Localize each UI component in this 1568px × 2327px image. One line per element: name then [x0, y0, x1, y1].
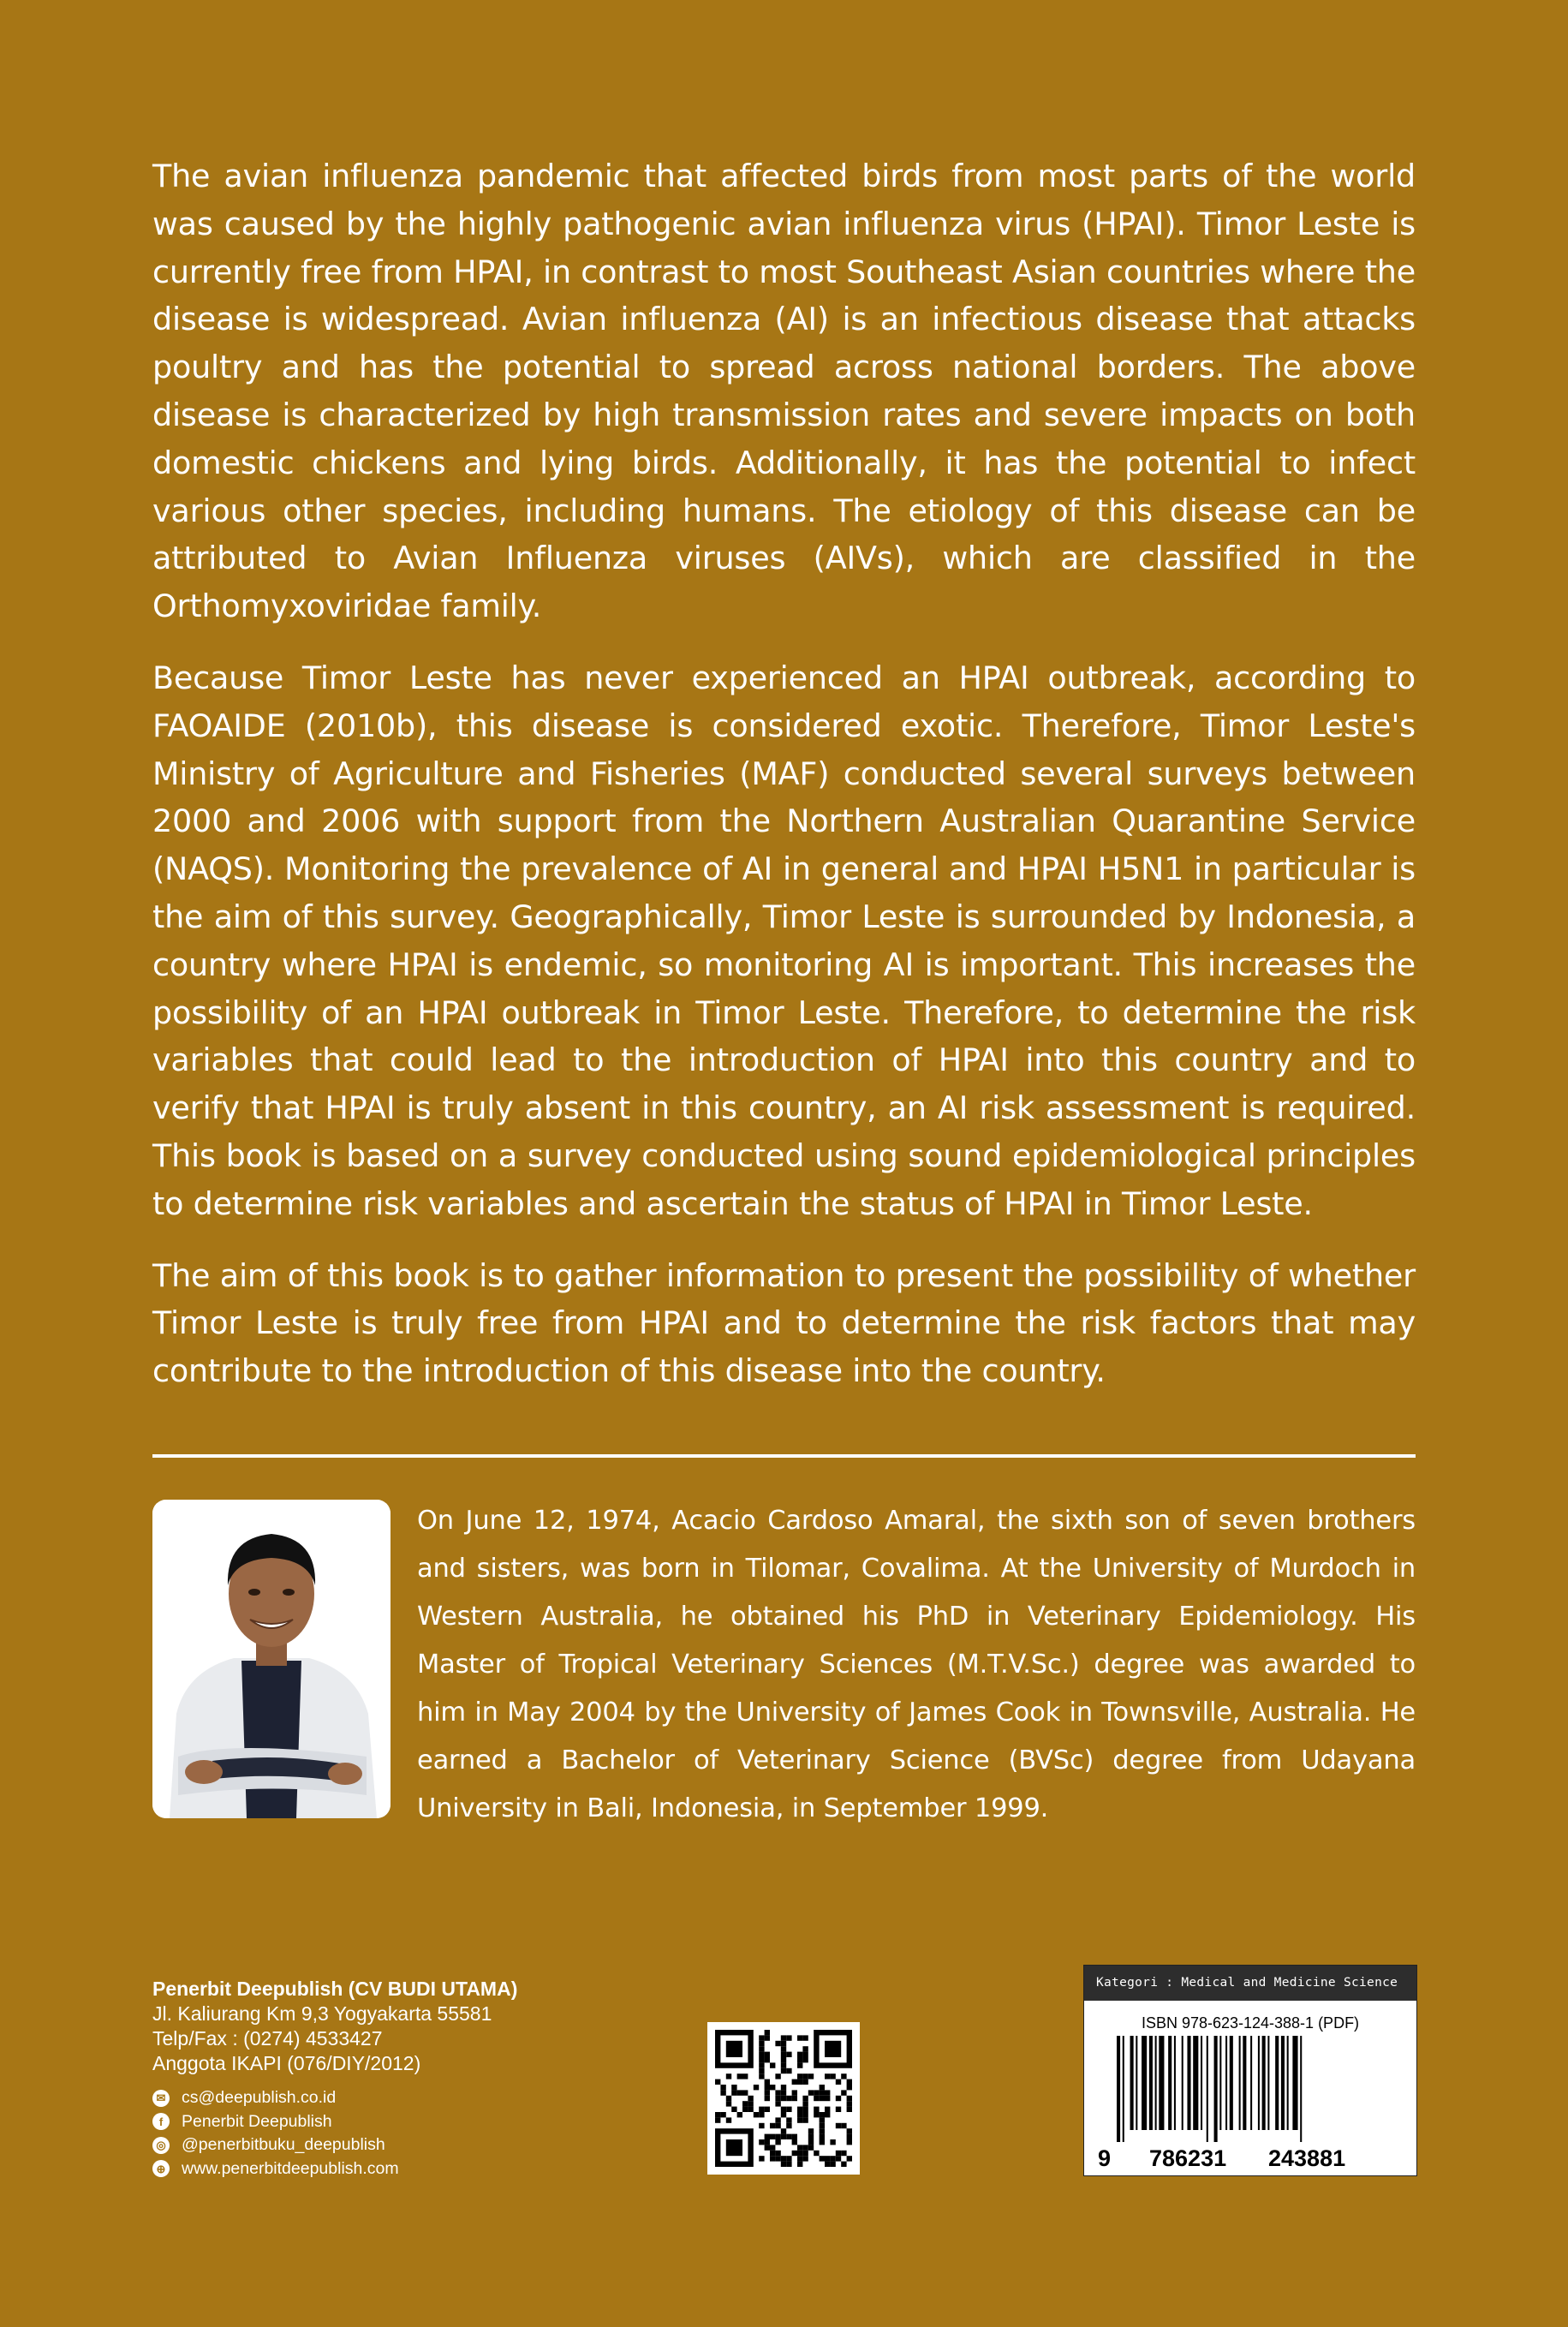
- publisher-membership: Anggota IKAPI (076/DIY/2012): [152, 2052, 421, 2074]
- blurb-paragraph-3: The aim of this book is to gather information to present the possibility of whether Timor Leste is truly free from HPAI and to determine the risk factors that may contribute to the introduction of this disease into the country.: [152, 1256, 1416, 1390]
- facebook-icon: f: [152, 2113, 170, 2130]
- back-cover-blurb: [152, 152, 1416, 1419]
- blurb-paragraph-2: Because Timor Leste has never experienced an HPAI outbreak, according to FAOAIDE (2010b), this disease is considered exotic. Therefore, Timor Leste's Ministry of Agriculture and Fisheries (MAF) conducted several surveys between 2000 and 2006 with support from the Northern Australian Quarantine Service (NAQS). Monitoring the prevalence of AI in general and HPAI H5N1 in particular is the aim of this survey. Geographically, Timor Leste is surrounded by Indonesia, a country where HPAI is endemic, so monitoring AI is important. This increases the possibility of an HPAI outbreak in Timor Leste. Therefore, to determine the risk variables that could lead to the introduction of HPAI into this country and to verify that HPAI is truly absent in this country, an AI risk assessment is required. This book is based on a survey conducted using sound epidemiological principles to determine risk variables and ascertain the status of HPAI in Timor Leste.: [152, 659, 1416, 1222]
- email-icon: ✉: [152, 2090, 170, 2107]
- contact-facebook-row[interactable]: [152, 2110, 632, 2134]
- barcode-graphic: [1084, 2036, 1416, 2175]
- qr-code-graphic: [707, 2022, 860, 2175]
- contact-instagram: @penerbitbuku_deepublish: [182, 2135, 385, 2155]
- contact-email-row[interactable]: [152, 2086, 632, 2110]
- contact-facebook: Penerbit Deepublish: [182, 2111, 332, 2131]
- contact-instagram-row[interactable]: [152, 2133, 632, 2157]
- globe-icon: ⊕: [152, 2160, 170, 2177]
- isbn-number: ISBN 978-623-124-388-1 (PDF): [1141, 2014, 1360, 2032]
- section-divider: [152, 1454, 1416, 1458]
- qr-code[interactable]: [707, 2022, 860, 2175]
- barcode-digits-right: 243881: [1268, 2145, 1346, 2171]
- author-bio: On June 12, 1974, Acacio Cardoso Amaral, the sixth son of seven brothers and sisters, was born in Tilomar, Covalima. At the University of Murdoch in Western Australia, he obtained his PhD in Veterinary Epidemiology. His Master of Tropical Veterinary Sciences (M.T.V.Sc.) degree was awarded to him in May 2004 by the University of James Cook in Townsville, Australia. He earned a Bachelor of Veterinary Science (BVSc) degree from Udayana University in Bali, Indonesia, in September 1999.: [417, 1506, 1416, 1823]
- publisher-name: Penerbit Deepublish (CV BUDI UTAMA): [152, 1978, 518, 2000]
- isbn-barcode-box: [1083, 1965, 1417, 2176]
- publisher-contacts: [152, 2086, 632, 2181]
- barcode-digits-left: 786231: [1149, 2145, 1227, 2171]
- blurb-paragraph-1: The avian influenza pandemic that affected birds from most parts of the world was caused by the highly pathogenic avian influenza virus (HPAI). Timor Leste is currently free from HPAI, in contrast to most Southeast Asian countries where the disease is widespread. Avian influenza (AI) is an infectious disease that attacks poultry and has the potential to spread across national borders. The above disease is characterized by high transmission rates and severe impacts on both domestic chickens and lying birds. Additionally, it has the potential to infect various other species, including humans. The etiology of this disease can be attributed to Avian Influenza viruses (AIVs), which are classified in the Orthomyxoviridae family.: [152, 158, 1416, 625]
- barcode-digit-first: 9: [1098, 2145, 1112, 2171]
- instagram-icon: ◎: [152, 2137, 170, 2154]
- author-portrait-illustration: [152, 1500, 391, 1818]
- contact-website: www.penerbitdeepublish.com: [182, 2158, 399, 2178]
- contact-email: cs@deepublish.co.id: [182, 2088, 337, 2108]
- publisher-info: [152, 1977, 632, 2181]
- publisher-address: Jl. Kaliurang Km 9,3 Yogyakarta 55581: [152, 2002, 492, 2025]
- author-photo: [152, 1500, 391, 1818]
- publisher-phone: Telp/Fax : (0274) 4533427: [152, 2027, 383, 2050]
- book-category: Kategori : Medical and Medicine Science: [1084, 1966, 1416, 2001]
- contact-website-row[interactable]: [152, 2157, 632, 2181]
